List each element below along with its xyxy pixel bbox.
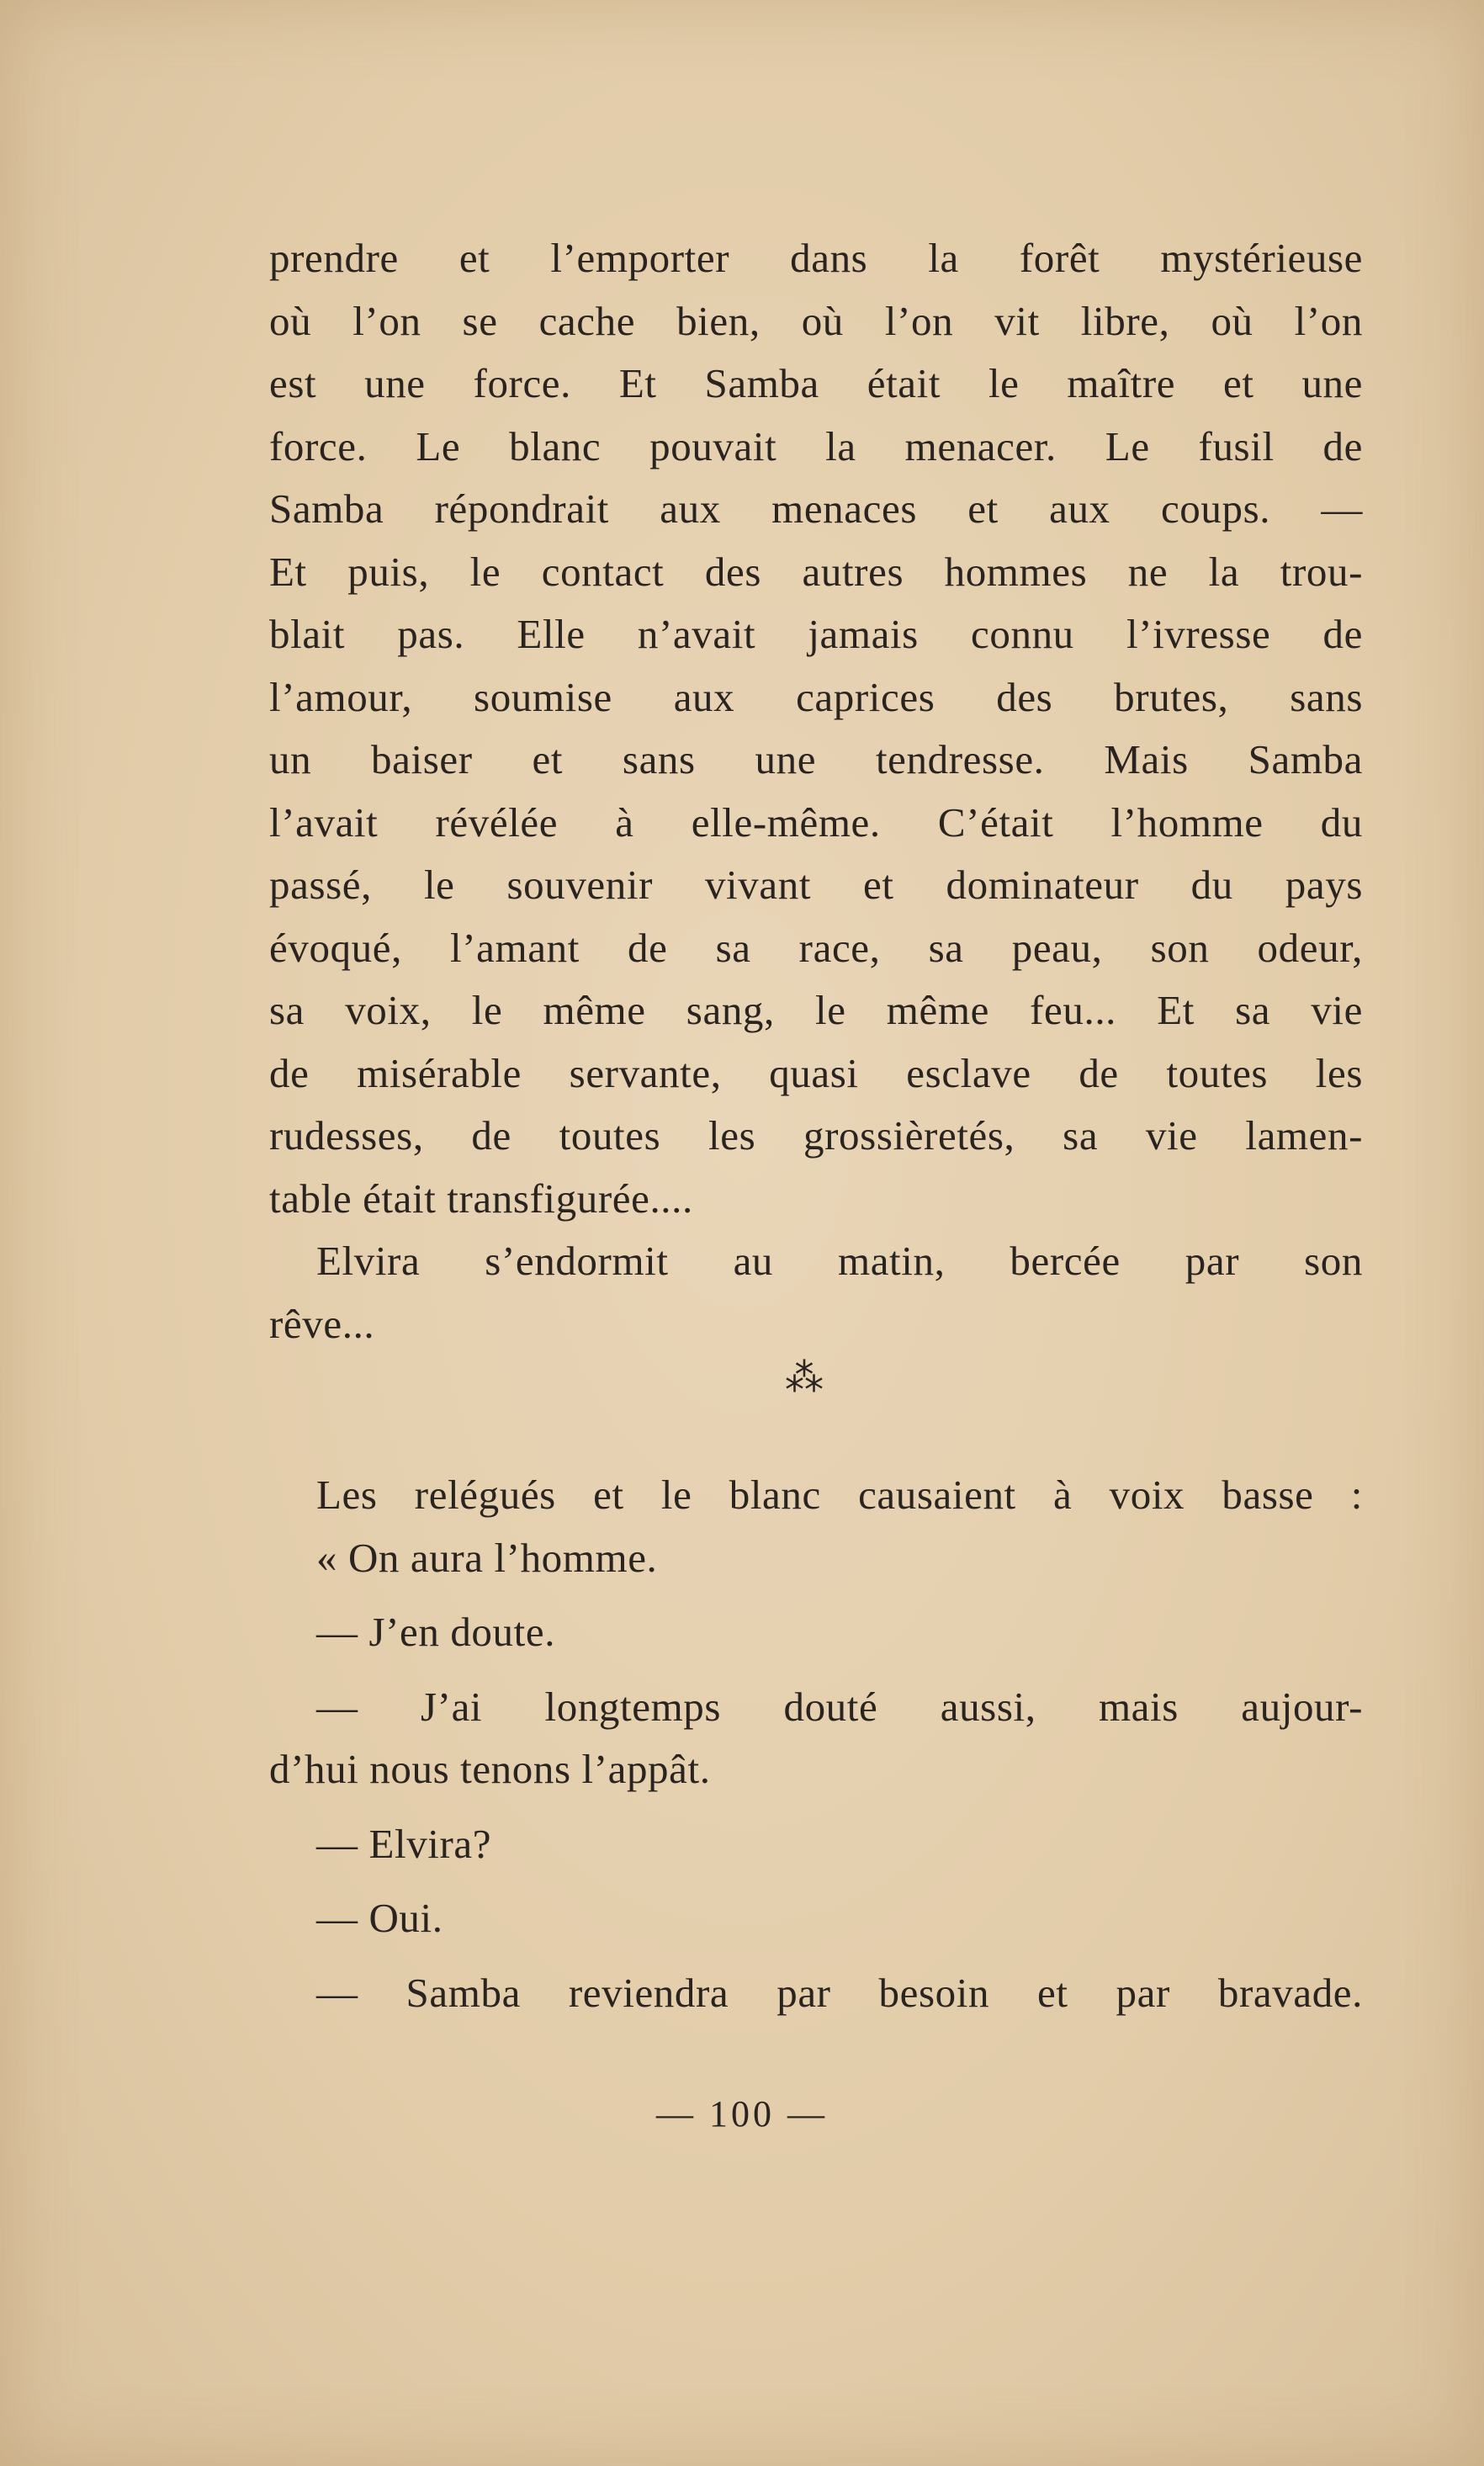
text-line: l’avait révélée à elle-même. C’était l’homme du xyxy=(269,798,1363,846)
text-line: blait pas. Elle n’avait jamais connu l’ivresse de xyxy=(269,611,1363,657)
page-number: — 100 — xyxy=(656,2093,828,2135)
text-line: l’amour, soumise aux caprices des brutes, sans xyxy=(269,673,1363,720)
text-line: est une force. Et Samba était le maître et une xyxy=(269,360,1363,406)
text-line: un baiser et sans une tendresse. Mais Samba xyxy=(269,736,1363,782)
text-line: prendre et l’emporter dans la forêt mystérieuse xyxy=(269,235,1363,281)
main-paragraph xyxy=(269,227,1363,1355)
dialogue-line: — Samba reviendra par besoin et par bravade. xyxy=(316,1969,1363,2016)
dialogue-line: — J’ai longtemps douté aussi, mais aujour- xyxy=(316,1683,1363,1730)
text-line: rudesses, de toutes les grossièretés, sa vie lamen- xyxy=(269,1112,1363,1159)
dialogue-line: d’hui nous tenons l’appât. xyxy=(269,1746,711,1792)
text-line: Elvira s’endormit au matin, bercée par son xyxy=(316,1238,1363,1284)
dialogue-line: — Elvira? xyxy=(316,1820,492,1867)
dialogue-line: — Oui. xyxy=(316,1895,443,1941)
text-line: rêve... xyxy=(269,1300,375,1347)
dialogue-line: Les relégués et le blanc causaient à voix basse : xyxy=(316,1472,1363,1518)
text-line: Samba répondrait aux menaces et aux coups. — xyxy=(269,485,1363,532)
section-separator xyxy=(761,1355,862,1413)
text-line: évoqué, l’amant de sa race, sa peau, son odeur, xyxy=(269,924,1363,971)
text-line: de misérable servante, quasi esclave de toutes les xyxy=(269,1049,1363,1096)
text-line: table était transfigurée.... xyxy=(269,1175,693,1222)
dialogue-section xyxy=(269,1464,1363,2024)
dialogue-line: « On aura l’homme. xyxy=(316,1534,658,1581)
text-line: force. Le blanc pouvait la menacer. Le fusil de xyxy=(269,422,1363,469)
text-line: passé, le souvenir vivant et dominateur du pays xyxy=(269,862,1363,908)
text-line: Et puis, le contact des autres hommes ne la trou- xyxy=(269,548,1363,595)
text-line: où l’on se cache bien, où l’on vit libre, où l’on xyxy=(269,297,1363,344)
separator-glyph: ⁂ xyxy=(785,1355,824,1400)
text-line: sa voix, le même sang, le même feu... Et sa vie xyxy=(269,987,1363,1033)
dialogue-line: — J’en doute. xyxy=(316,1609,556,1655)
